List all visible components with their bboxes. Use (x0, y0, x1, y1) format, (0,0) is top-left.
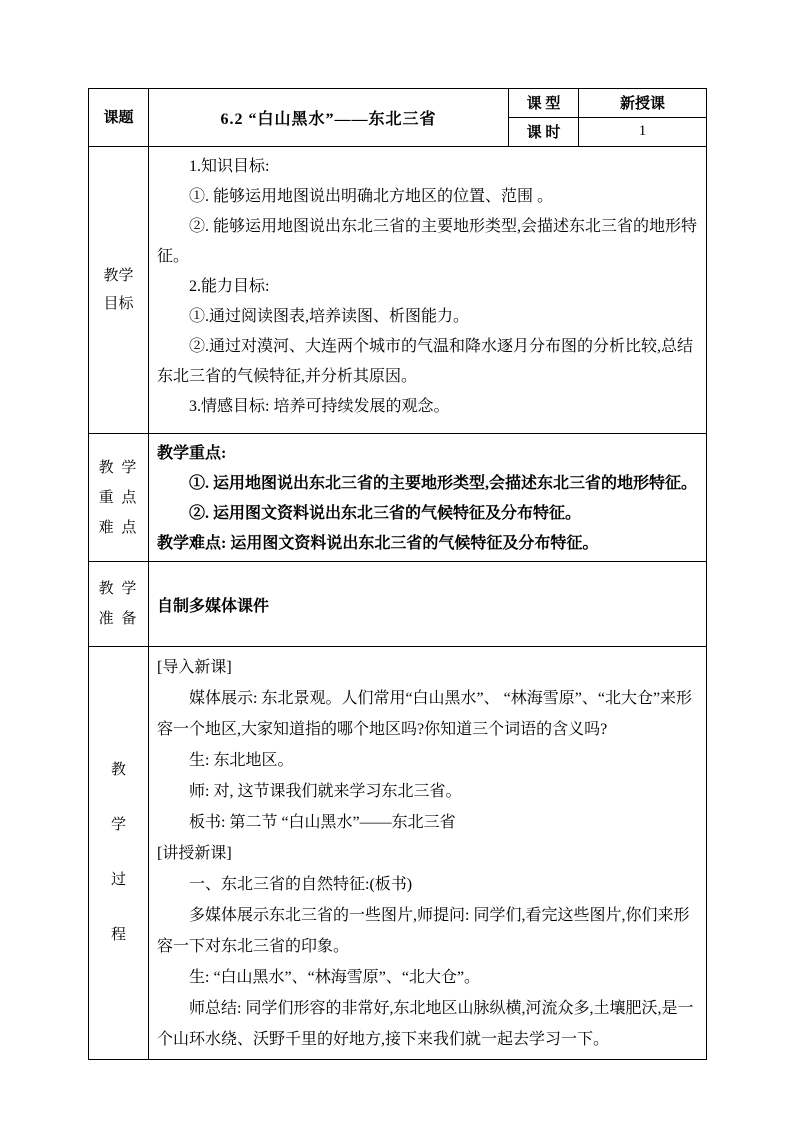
keypoints-paragraph: 教学重点: (157, 445, 227, 462)
process-paragraph: 多媒体展示东北三省的一些图片,师提问: 同学们,看完这些图片,你们来形容一下对东北三省的印象。 (157, 907, 690, 955)
process-paragraph: 板书: 第二节 “白山黑水”——东北三省 (189, 814, 456, 831)
lesson-type-row (509, 89, 706, 118)
process-label-char: 教 (110, 762, 126, 778)
process-label-char: 过 (110, 872, 126, 888)
topic-label-cell (89, 89, 149, 146)
period-row (509, 118, 706, 147)
process-paragraph: 一、东北三省的自然特征:(板书) (189, 876, 413, 893)
objectives-label-cell (89, 147, 149, 433)
preparation-row (89, 562, 706, 647)
keypoints-label-line: 难 点 (98, 519, 139, 536)
objectives-paragraph: 3.情感目标: 培养可持续发展的观念。 (189, 398, 450, 415)
preparation-label-line: 准 备 (98, 611, 139, 627)
topic-label: 课题 (103, 109, 134, 126)
objectives-paragraph: ①.通过阅读图表,培养读图、析图能力。 (189, 308, 470, 325)
process-content (149, 647, 706, 1059)
process-row (89, 647, 706, 1059)
objectives-paragraph: ②. 能够运用地图说出东北三省的主要地形类型,会描述东北三省的地形特征。 (157, 218, 698, 265)
keypoints-paragraph: 教学难点: 运用图文资料说出东北三省的气候特征及分布特征。 (157, 535, 599, 552)
keypoints-content (149, 434, 706, 561)
objectives-label-line: 教学 (103, 268, 134, 284)
process-label-char: 学 (110, 817, 126, 833)
lesson-title: 6.2 “白山黑水”——东北三省 (149, 89, 509, 146)
objectives-row (89, 147, 706, 434)
process-paragraph: 师总结: 同学们形容的非常好,东北地区山脉纵横,河流众多,土壤肥沃,是一个山环水绕、沃野千里的好地方,接下来我们就一起去学习一下。 (157, 1000, 694, 1048)
objectives-paragraph: ①. 能够运用地图说出明确北方地区的位置、范围 。 (189, 188, 554, 205)
process-paragraph: 生: “白山黑水”、“林海雪原”、“北大仓”。 (189, 969, 481, 986)
period-value: 1 (638, 123, 647, 140)
keypoints-paragraph: ②. 运用图文资料说出东北三省的气候特征及分布特征。 (189, 505, 582, 522)
process-label-char: 程 (110, 927, 126, 943)
lesson-plan-table (88, 88, 707, 1060)
header-right-block (509, 89, 706, 146)
objectives-paragraph: 2.能力目标: (189, 278, 270, 295)
keypoints-row (89, 434, 706, 562)
process-paragraph: [导入新课] (157, 659, 232, 676)
process-paragraph: 生: 东北地区。 (189, 752, 294, 769)
keypoints-label-line: 教 学 (98, 459, 139, 476)
objectives-paragraph: ②.通过对漠河、大连两个城市的气温和降水逐月分布图的分析比较,总结东北三省的气候特征,并分析其原因。 (157, 338, 694, 385)
process-label-cell (89, 647, 149, 1059)
objectives-paragraph: 1.知识目标: (189, 158, 270, 175)
objectives-label-line: 目标 (103, 296, 134, 312)
keypoints-label-cell (89, 434, 149, 561)
keypoints-label-line: 重 点 (98, 489, 139, 506)
period-label: 课 时 (509, 118, 579, 147)
objectives-content (149, 147, 706, 433)
header-row (89, 89, 706, 147)
preparation-content: 自制多媒体课件 (157, 597, 270, 615)
process-paragraph: [讲授新课] (157, 845, 232, 862)
lesson-type-value: 新授课 (619, 96, 665, 113)
preparation-label-cell (89, 562, 149, 646)
process-paragraph: 媒体展示: 东北景观。人们常用“白山黑水”、 “林海雪原”、“北大仓”来形容一个地区,大家知道指的哪个地区吗?你知道三个词语的含义吗? (157, 690, 693, 738)
lesson-type-label: 课 型 (509, 89, 579, 117)
preparation-label-line: 教 学 (98, 581, 139, 597)
keypoints-paragraph: ①. 运用地图说出东北三省的主要地形类型,会描述东北三省的地形特征。 (189, 475, 698, 492)
process-paragraph: 师: 对, 这节课我们就来学习东北三省。 (189, 783, 462, 800)
